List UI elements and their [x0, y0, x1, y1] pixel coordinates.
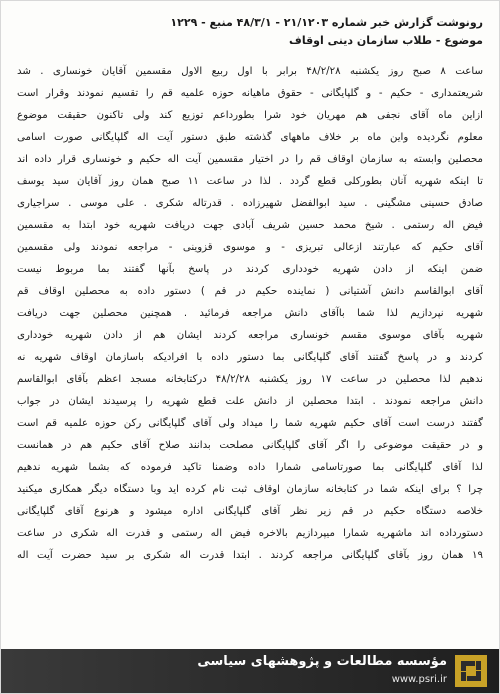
body-line: کردند و در پاسخ گفتند آقای گلپایگانی بما دستور داده با افرادیکه باسازمان اوقاف شهریه نه	[17, 352, 483, 363]
body-line: تا اینکه شهریه آنان بطورکلی قطع گردد . لذا در ساعت ۱۱ صبح همان روز آقایان سید یوسف	[17, 176, 483, 187]
body-line: ساعت ۸ صبح روز یکشنبه ۴۸/۲/۲۸ برابر با اول ربیع الاول مقسمین آقایان خونساری . شد	[17, 66, 483, 77]
header-line: موضوع - طلاب سازمان دینی اوقاف	[289, 34, 483, 47]
body-line: خلاصه دستگاه حکیم در قم زیر نظر آقای گلپایگانی اداره میشود و هرنوع آقای گلپایگانی	[17, 506, 483, 517]
body-line: شهریه نپردازیم لذا شما باآقای دانش مراجعه فرمائید . همچنین محصلین جهت دریافت	[17, 308, 483, 319]
institute-logo-icon	[455, 655, 487, 687]
document-content	[17, 15, 483, 567]
body-line: ضمن اینکه از دادن شهریه خودداری کردند در پاسخ بآنها گفتند بما مربوط نیست	[17, 264, 483, 275]
institute-url: www.psri.ir	[391, 674, 447, 685]
document-header	[17, 15, 483, 49]
body-line: صادق حسینی مشگینی . سید ابوالفضل شهیرزاده . قدرتاله شکری . علی موسی . سراجیاری	[17, 198, 483, 209]
body-line: و در حقیقت موضوعی را اگر آقای گلپایگانی مصلحت بدانند صلاح آقای حکیم هم در همانست	[17, 440, 483, 451]
institute-watermark-bar	[1, 649, 499, 693]
body-line: ازاین ماه آقای نجفی هم مهریان خود شرا بطورداعم توزیع کند ولی تاکنون حقیقت موضوع	[17, 110, 483, 121]
institute-name: مؤسسه مطالعات و پژوهشهای سیاسی	[197, 654, 447, 669]
body-line: ۱۹ همان روز بآقای گلپایگانی مراجعه کردند . ابتدا قدرت اله شکری بر سید حضرت آیت اله	[17, 550, 483, 561]
body-line: لذا آقای گلپایگانی بما صورتاسامی شمارا داده وضمنا تاکید فرموده که بشما شهریه ندهیم	[17, 462, 483, 473]
body-line: شهریه بآقای موسوی مقسم خونساری مراجعه کردند ایشان هم از دادن شهریه خودداری	[17, 330, 483, 341]
body-line: گفتند درست است آقای حکیم شهریه شما را میداد ولی آقای گلپایگانی رکن حوزه علمیه قم است	[17, 418, 483, 429]
document-body	[17, 61, 483, 567]
body-line: شریعتمداری - حکیم - و گلپایگانی - حقوق ماهیانه حوزه علمیه قم را تقسیم نمودند وقرار است	[17, 88, 483, 99]
header-line: رونوشت گزارش خبر شماره ۲۱/۱۲۰۳ - ۴۸/۳/۱ منبع - ۱۲۲۹	[170, 16, 483, 29]
body-line: آقای ابوالقاسم دانش آشتیانی ( نماینده حکیم در قم ) دستور داده به محصلین اوقاف قم	[17, 286, 483, 297]
body-line: دستورداده اند ماشهریه شمارا میپردازیم بالاخره فیض اله رستمی و قدرت اله شکری در ساعت	[17, 528, 483, 539]
body-line: آقای حکیم که عبارتند ازعالی تبریزی - و موسوی قزوینی - مراجعه نمودند ولی مقسمین	[17, 242, 483, 253]
body-line: چرا ؟ برای اینکه شما در کتابخانه سازمان اوقاف ثبت نام کرده اید وبا دستگاه دیگر همکاری میکنید	[17, 484, 483, 495]
body-line: معلوم نگردیده واین ماه بر خلاف ماههای گذشته طبق دستور آیت اله گلپایگانی صورت اسامی	[17, 132, 483, 143]
body-line: دانش مراجعه نمودند . ابتدا محصلین از دانش علت قطع شهریه را پرسیدند ایشان در جواب	[17, 396, 483, 407]
body-line: محصلین وابسته به سازمان اوقاف قم را در اختیار مقسمین آیت اله حکیم و خونساری قرار داده اند	[17, 154, 483, 165]
body-line: ندهیم لذا محصلین در ساعت ۱۷ روز یکشنبه ۴۸/۲/۲۸ درکتابخانه مسجد اعظم بآقای ابوالقاسم	[17, 374, 483, 385]
body-line: فیض اله رستمی . شیخ محمد حسین شریف آبادی جهت دریافت شهریه خود ابتدا به مقسمین	[17, 220, 483, 231]
